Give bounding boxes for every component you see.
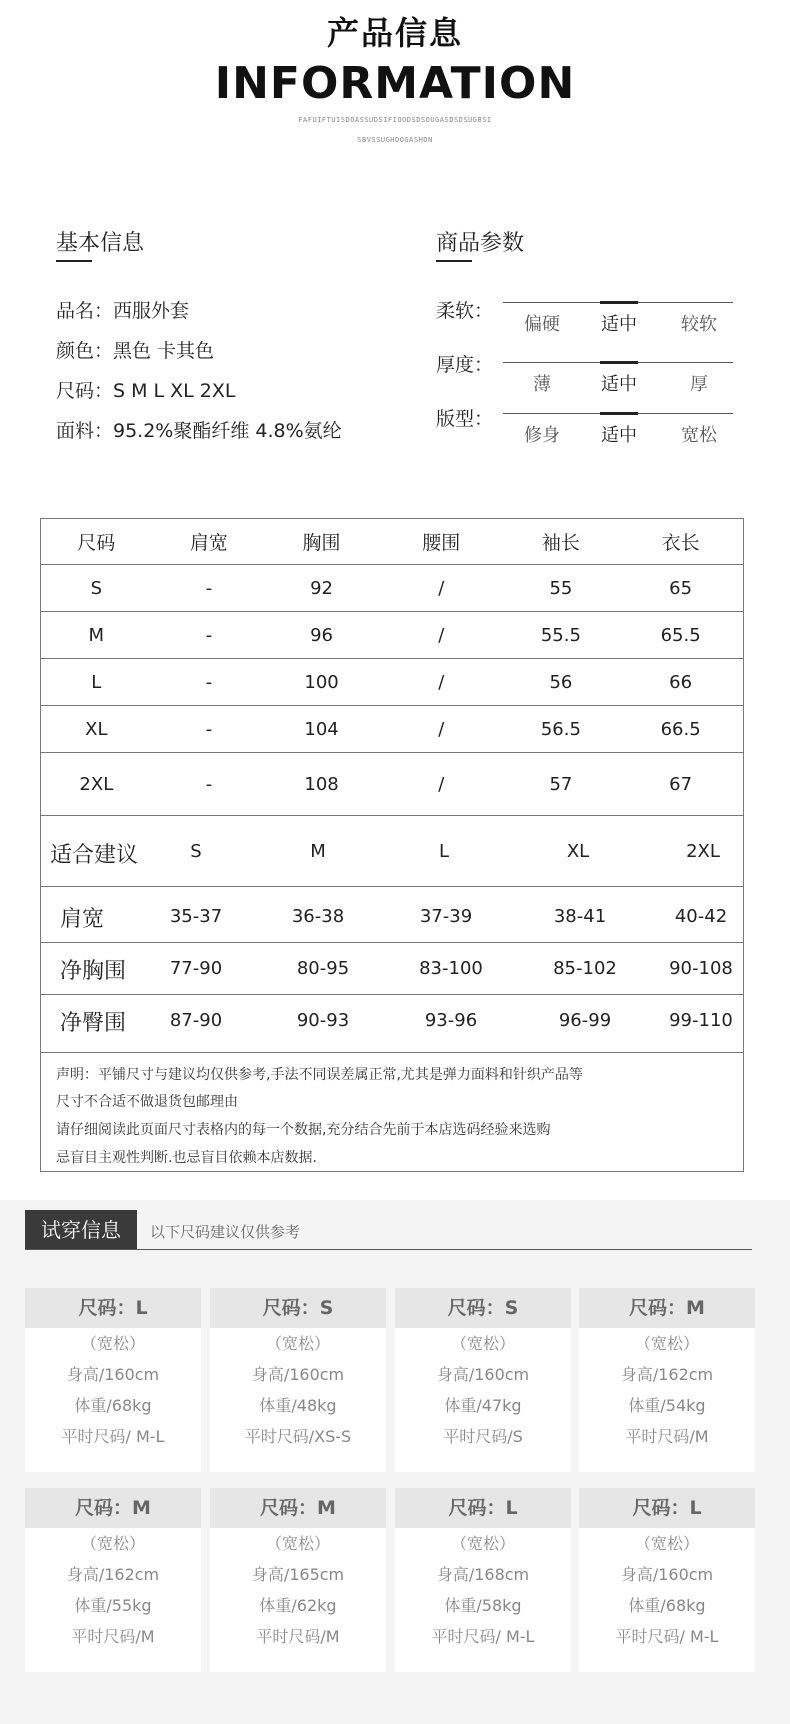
- fit-value: 96-99: [558, 1010, 612, 1031]
- tryon-card-size: 尺码：L: [579, 1488, 755, 1528]
- basic-info-heading: 基本信息: [56, 231, 145, 256]
- fit-label: 适合建议: [50, 843, 139, 868]
- tryon-card-fit: （宽松）: [450, 1534, 515, 1553]
- tryon-card-usual-size: 平时尺码/M: [71, 1627, 155, 1646]
- table-cell: 104: [265, 706, 378, 753]
- tryon-card-usual-size: 平时尺码/M: [256, 1627, 340, 1646]
- tryon-card-size: 尺码：M: [579, 1288, 755, 1328]
- tryon-card-height: 身高/160cm: [620, 1565, 714, 1584]
- tryon-card-weight: 体重/68kg: [628, 1596, 706, 1615]
- table-row: [40, 706, 744, 753]
- table-cell: 2XL: [40, 753, 153, 816]
- fit-size-row: [40, 816, 744, 887]
- param-thickness-marker: [600, 361, 638, 364]
- tryon-card-usual-size: 平时尺码/ M-L: [615, 1627, 719, 1646]
- table-header: 腰围: [378, 518, 505, 565]
- fit-value: 90-108: [669, 958, 733, 979]
- table-cell: L: [40, 659, 153, 706]
- table-row: [40, 753, 744, 816]
- fit-value: 36-38: [291, 906, 345, 927]
- tryon-card: [25, 1488, 201, 1672]
- tryon-card-height: 身高/162cm: [66, 1565, 160, 1584]
- table-cell: S: [40, 565, 153, 612]
- tryon-card-usual-size: 平时尺码/ M-L: [431, 1627, 535, 1646]
- tryon-card-height: 身高/162cm: [620, 1365, 714, 1384]
- table-cell: -: [153, 659, 266, 706]
- tryon-card: [395, 1288, 571, 1472]
- param-fit-opt: 适中: [601, 425, 637, 446]
- table-header: 尺码: [40, 518, 153, 565]
- disclaimer-line-4: 忌盲目主观性判断.也忌盲目依赖本店数据.: [56, 1150, 317, 1166]
- table-cell: -: [153, 753, 266, 816]
- table-cell: 67: [617, 753, 744, 816]
- table-row: [40, 565, 744, 612]
- tryon-card: [210, 1488, 386, 1672]
- table-cell: 96: [265, 612, 378, 659]
- param-thickness-label: 厚度：: [436, 354, 494, 376]
- param-softness-label: 柔软：: [436, 300, 494, 322]
- table-cell: 55.5: [505, 612, 618, 659]
- tryon-card: [25, 1288, 201, 1472]
- tryon-card-height: 身高/160cm: [66, 1365, 160, 1384]
- fit-value: 85-102: [553, 958, 617, 979]
- page-title-cn: 产品信息: [326, 14, 463, 52]
- fit-value: 38-41: [553, 906, 607, 927]
- param-fit-opt: 宽松: [681, 425, 717, 446]
- tryon-card-size: 尺码：M: [25, 1488, 201, 1528]
- info-sizes: 尺码：S M L XL 2XL: [56, 380, 236, 402]
- tryon-card-weight: 体重/48kg: [259, 1396, 337, 1415]
- size-table: [40, 518, 744, 816]
- fit-value: 90-93: [296, 1010, 350, 1031]
- table-cell: /: [378, 612, 505, 659]
- tryon-card-weight: 体重/62kg: [259, 1596, 337, 1615]
- table-header: 衣长: [617, 518, 744, 565]
- param-softness-opt: 适中: [601, 314, 637, 335]
- params-underline: [436, 260, 472, 262]
- table-cell: 56: [505, 659, 618, 706]
- param-fit-label: 版型：: [436, 408, 494, 430]
- tryon-card-weight: 体重/58kg: [444, 1596, 522, 1615]
- table-cell: /: [378, 753, 505, 816]
- table-row: [40, 612, 744, 659]
- fit-value: 93-96: [424, 1010, 478, 1031]
- tryon-card-usual-size: 平时尺码/S: [443, 1427, 523, 1446]
- fit-row-label: 肩宽: [60, 907, 105, 932]
- tryon-card-height: 身高/160cm: [251, 1365, 345, 1384]
- table-cell: -: [153, 706, 266, 753]
- tryon-card-fit: （宽松）: [80, 1534, 145, 1553]
- fit-size: M: [310, 841, 326, 862]
- fit-row-shoulder: [40, 886, 744, 943]
- fit-size: XL: [566, 841, 590, 862]
- fit-value: 83-100: [419, 958, 483, 979]
- fit-value: 99-110: [669, 1010, 733, 1031]
- table-header: 肩宽: [153, 518, 266, 565]
- disclaimer-line-1: 声明：平铺尺寸与建议均仅供参考,手法不同误差属正常,尤其是弹力面料和针织产品等: [56, 1067, 583, 1083]
- tryon-card-fit: （宽松）: [80, 1334, 145, 1353]
- tryon-card-weight: 体重/68kg: [74, 1396, 152, 1415]
- fit-size: 2XL: [686, 841, 720, 862]
- tryon-card: [395, 1488, 571, 1672]
- tryon-card-height: 身高/168cm: [436, 1565, 530, 1584]
- table-header: 袖长: [505, 518, 618, 565]
- param-fit-opt: 修身: [524, 425, 560, 446]
- table-cell: 66: [617, 659, 744, 706]
- tryon-card-usual-size: 平时尺码/XS-S: [244, 1427, 352, 1446]
- fit-value: 87-90: [169, 1010, 223, 1031]
- table-cell: -: [153, 612, 266, 659]
- disclaimer-line-3: 请仔细阅读此页面尺寸表格内的每一个数据,充分结合先前于本店选码经验来选购: [56, 1122, 551, 1138]
- tryon-card-fit: （宽松）: [450, 1334, 515, 1353]
- table-cell: 100: [265, 659, 378, 706]
- tryon-card-size: 尺码：L: [25, 1288, 201, 1328]
- table-cell: -: [153, 565, 266, 612]
- table-cell: 65: [617, 565, 744, 612]
- fit-value: 80-95: [296, 958, 350, 979]
- tryon-card-fit: （宽松）: [634, 1534, 699, 1553]
- tryon-card-size: 尺码：S: [210, 1288, 386, 1328]
- decorative-subtitle-line-2: SBVSSUGHDOGASHDN: [357, 136, 433, 144]
- fit-row-label: 净胸围: [60, 959, 127, 984]
- tryon-card-fit: （宽松）: [634, 1334, 699, 1353]
- table-row: [40, 659, 744, 706]
- param-softness-marker: [600, 301, 638, 304]
- disclaimer-line-2: 尺寸不合适不做退货包邮理由: [56, 1094, 238, 1110]
- table-cell: /: [378, 565, 505, 612]
- fit-value: 77-90: [169, 958, 223, 979]
- tryon-divider: [25, 1249, 752, 1250]
- fit-value: 37-39: [419, 906, 473, 927]
- param-softness-opt: 偏硬: [524, 314, 560, 335]
- fit-value: 40-42: [674, 906, 728, 927]
- fit-value: 35-37: [169, 906, 223, 927]
- tryon-card-weight: 体重/55kg: [74, 1596, 152, 1615]
- param-fit-marker: [600, 412, 638, 415]
- param-thickness-opt: 薄: [533, 374, 551, 395]
- table-cell: 92: [265, 565, 378, 612]
- table-cell: 57: [505, 753, 618, 816]
- fit-size: S: [190, 841, 202, 862]
- tryon-card-fit: （宽松）: [265, 1534, 330, 1553]
- info-product-name: 品名：西服外套: [56, 300, 190, 322]
- param-thickness-opt: 厚: [690, 374, 708, 395]
- param-thickness-opt: 适中: [601, 374, 637, 395]
- fit-row-label: 净臀围: [60, 1011, 127, 1036]
- table-cell: 55: [505, 565, 618, 612]
- table-cell: /: [378, 659, 505, 706]
- table-cell: M: [40, 612, 153, 659]
- tryon-card-height: 身高/165cm: [251, 1565, 345, 1584]
- fit-row-chest: [40, 942, 744, 995]
- tryon-card-weight: 体重/47kg: [444, 1396, 522, 1415]
- tryon-subtitle: 以下尺码建议仅供参考: [150, 1223, 301, 1241]
- tryon-title: 试穿信息: [25, 1210, 137, 1250]
- params-heading: 商品参数: [436, 231, 525, 256]
- basic-info-underline: [56, 260, 92, 262]
- table-cell: 56.5: [505, 706, 618, 753]
- tryon-card-usual-size: 平时尺码/ M-L: [61, 1427, 165, 1446]
- table-cell: 66.5: [617, 706, 744, 753]
- tryon-card-size: 尺码：L: [395, 1488, 571, 1528]
- info-fabric: 面料：95.2%聚酯纤维 4.8%氨纶: [56, 420, 342, 442]
- page-title-en: INFORMATION: [214, 58, 576, 109]
- tryon-card: [579, 1488, 755, 1672]
- tryon-card-size: 尺码：M: [210, 1488, 386, 1528]
- table-header-row: [40, 518, 744, 565]
- param-softness-opt: 较软: [681, 314, 717, 335]
- info-color: 颜色：黑色 卡其色: [56, 340, 215, 362]
- tryon-card: [210, 1288, 386, 1472]
- tryon-card-weight: 体重/54kg: [628, 1396, 706, 1415]
- table-header: 胸围: [265, 518, 378, 565]
- decorative-subtitle-line-1: FAFUIFTUISDOASSUDSIFIOODSDSOUGASDSDSUGBSI: [298, 116, 492, 124]
- fit-row-hip: [40, 994, 744, 1053]
- tryon-card-size: 尺码：S: [395, 1288, 571, 1328]
- tryon-card-usual-size: 平时尺码/M: [625, 1427, 709, 1446]
- table-cell: 65.5: [617, 612, 744, 659]
- tryon-card: [579, 1288, 755, 1472]
- table-cell: XL: [40, 706, 153, 753]
- fit-size: L: [438, 841, 450, 862]
- table-cell: /: [378, 706, 505, 753]
- tryon-card-height: 身高/160cm: [436, 1365, 530, 1384]
- tryon-card-fit: （宽松）: [265, 1334, 330, 1353]
- table-cell: 108: [265, 753, 378, 816]
